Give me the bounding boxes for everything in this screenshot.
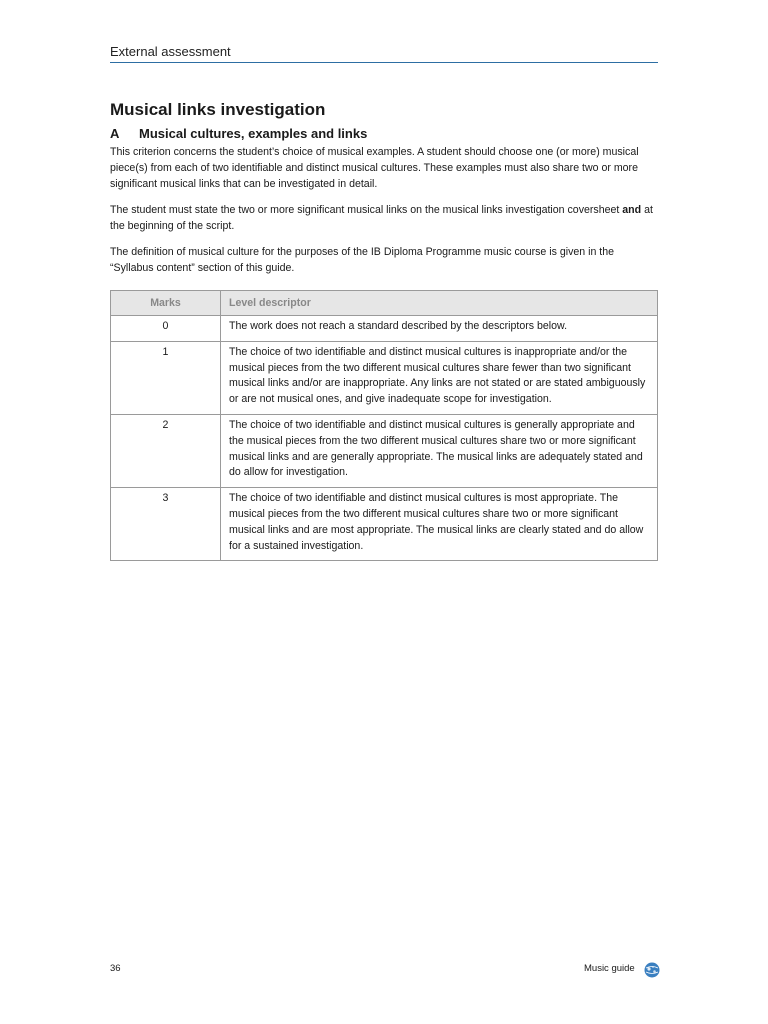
paragraph-coversheet bbox=[110, 202, 658, 234]
mark-cell: 3 bbox=[111, 488, 221, 561]
level-descriptor-table bbox=[110, 290, 658, 561]
paragraph-coversheet-end: at the beginning of the script. bbox=[110, 204, 653, 232]
mark-cell: 0 bbox=[111, 316, 221, 342]
table-row bbox=[111, 341, 658, 414]
table-row bbox=[111, 316, 658, 342]
table-row bbox=[111, 414, 658, 487]
paragraph-coversheet-bold: and bbox=[622, 204, 642, 216]
criterion-heading bbox=[110, 126, 658, 141]
paragraph-coversheet-start: The student must state the two or more significant musical links on the musical links investigation coversheet bbox=[110, 204, 623, 216]
paragraph-definition: The definition of musical culture for the purposes of the IB Diploma Programme music course is given in the “Syllabus content” section of this guide. bbox=[110, 246, 615, 274]
criterion-letter: A bbox=[110, 126, 120, 141]
descriptor-cell: The work does not reach a standard described by the descriptors below. bbox=[221, 316, 658, 342]
paragraph-criterion-intro: This criterion concerns the student’s choice of musical examples. A student should choose one (or more) musical piece(s) from each of two identifiable and distinct musical cultures. These examples must also share two or more significant musical links that can be investigated in detail. bbox=[110, 146, 639, 190]
descriptor-cell: The choice of two identifiable and distinct musical cultures is generally appropriate and the musical pieces from the two different musical cultures share two or more significant musical links and are generally appropriate. The musical links are adequately stated and do allow for investigation. bbox=[221, 414, 658, 487]
criterion-title: Musical cultures, examples and links bbox=[139, 126, 368, 141]
guide-title: Music guide bbox=[584, 963, 635, 974]
page-content bbox=[110, 100, 658, 561]
descriptor-cell: The choice of two identifiable and distinct musical cultures is most appropriate. The musical pieces from the two different musical cultures share two or more significant musical links and are most appropriate. The musical links are clearly stated and do allow for a sustained investigation. bbox=[221, 488, 658, 561]
running-header: External assessment bbox=[110, 44, 658, 63]
ib-globe-logo-icon bbox=[644, 962, 660, 978]
marks-column-header: Marks bbox=[111, 291, 221, 316]
mark-cell: 2 bbox=[111, 414, 221, 487]
table-header-row bbox=[111, 291, 658, 316]
table-row bbox=[111, 488, 658, 561]
section-title: Musical links investigation bbox=[110, 100, 326, 119]
page-number: 36 bbox=[110, 963, 121, 974]
mark-cell: 1 bbox=[111, 341, 221, 414]
descriptor-cell: The choice of two identifiable and distinct musical cultures is inappropriate and/or the musical pieces from the two different musical cultures share fewer than two significant musical links and/or are inappropriate. Any links are not stated or are stated ambiguously or are not musical ones, and give inadequate scope for investigation. bbox=[221, 341, 658, 414]
descriptor-column-header: Level descriptor bbox=[221, 291, 658, 316]
